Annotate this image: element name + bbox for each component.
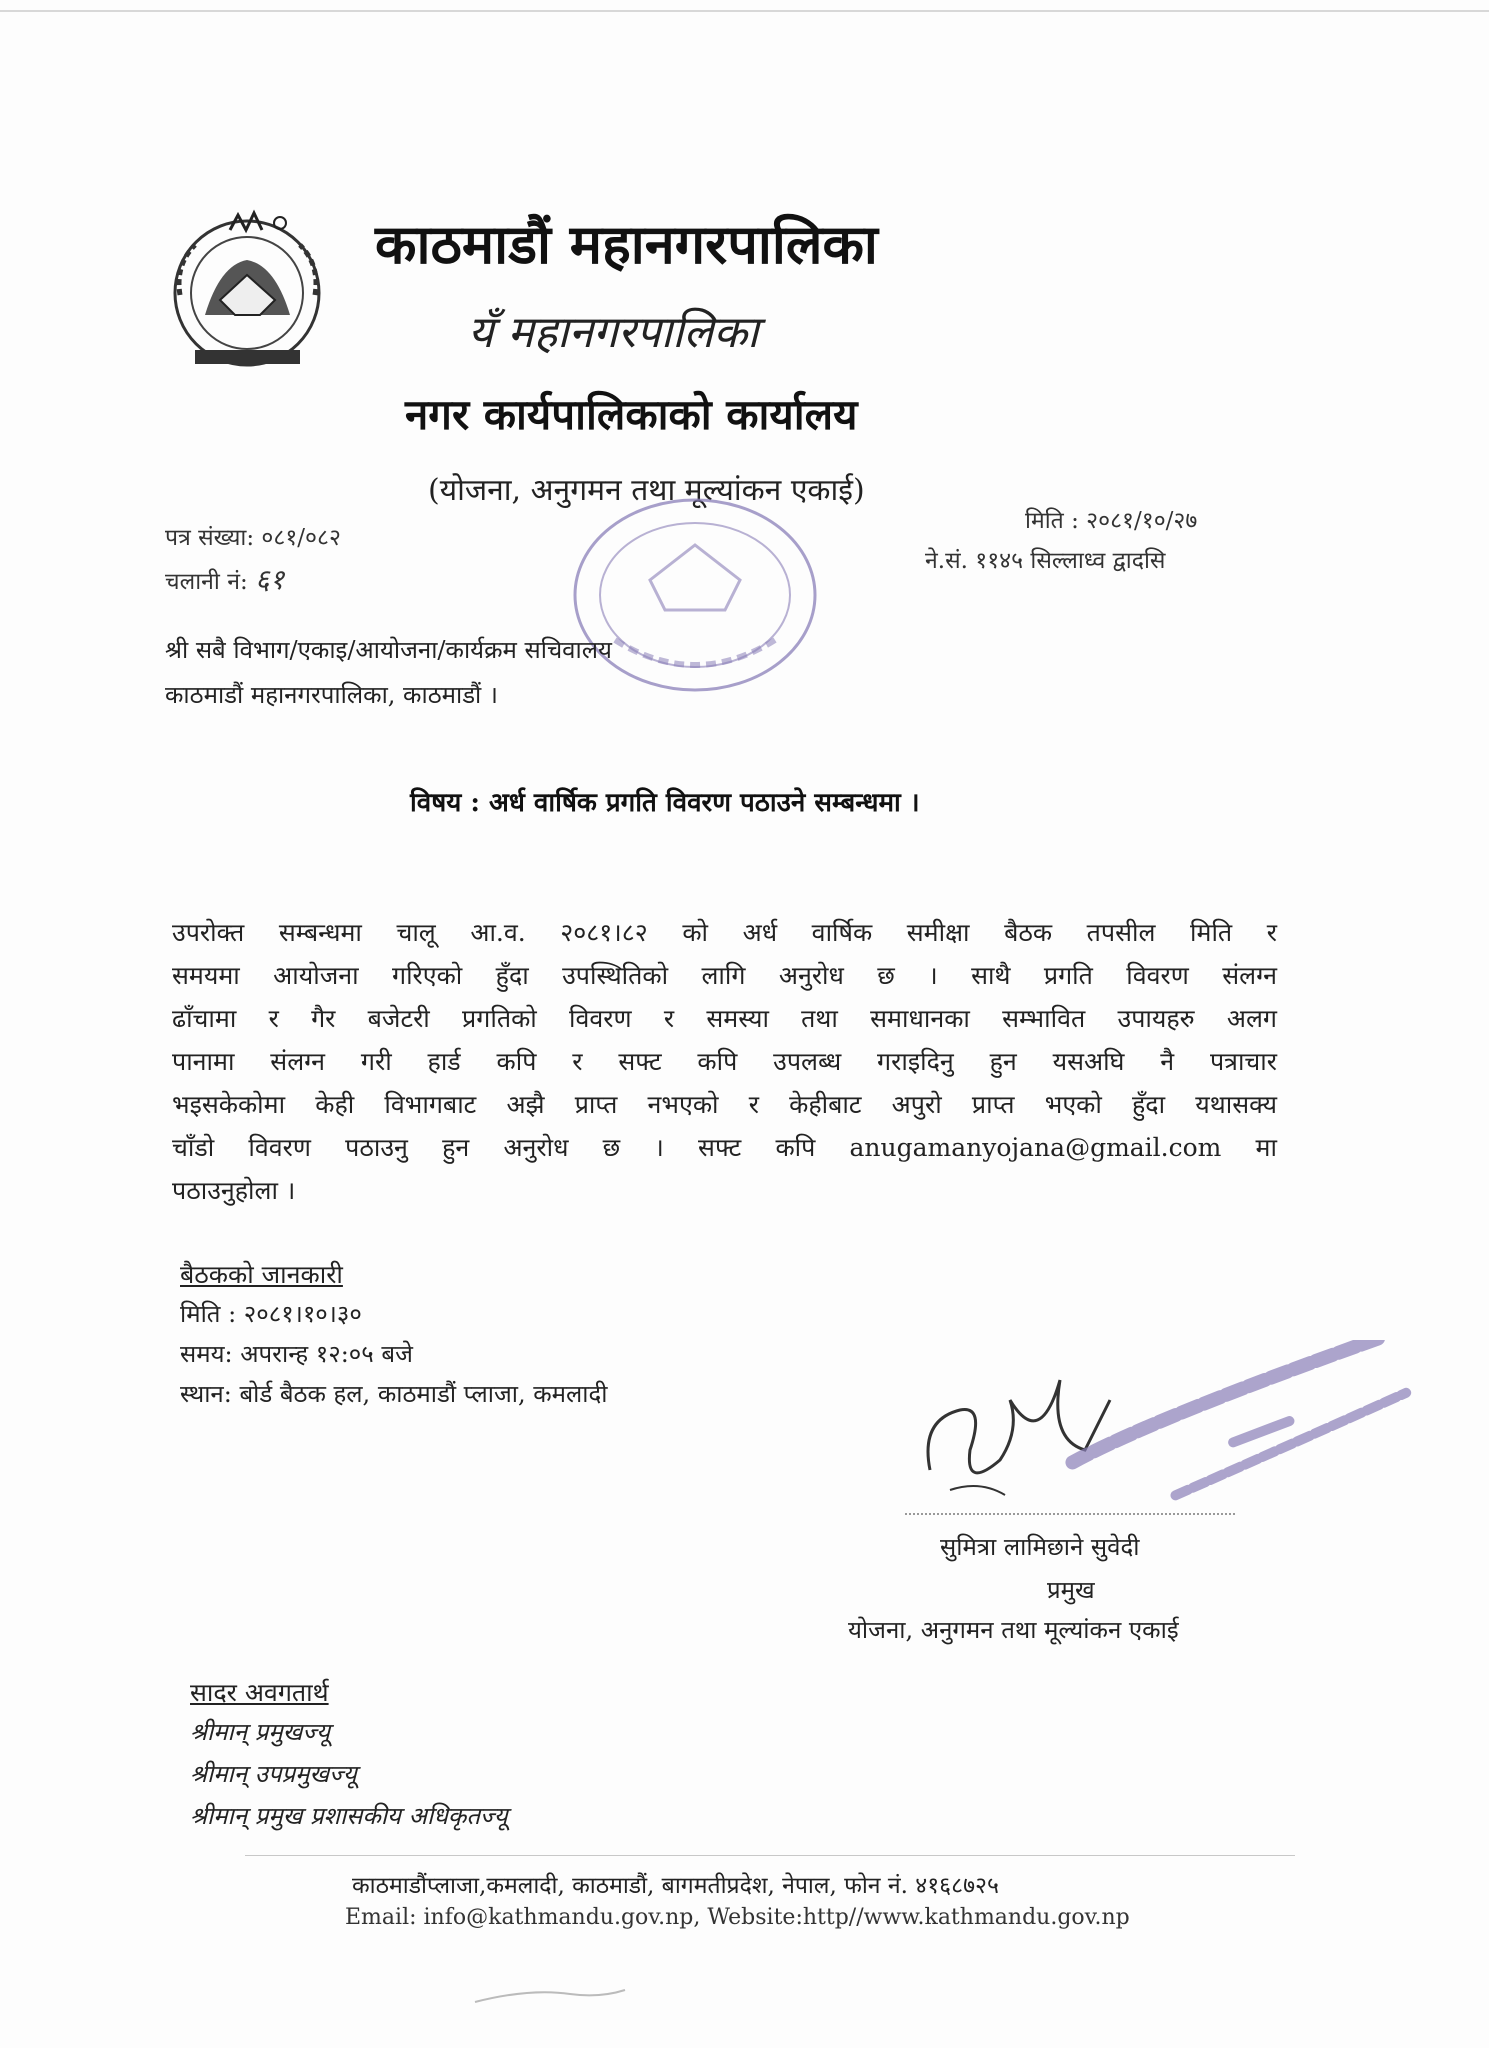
chalani-number	[165, 560, 284, 598]
footer-divider	[245, 1855, 1295, 1856]
signatory-name: सुमित्रा लामिछाने सुवेदी	[940, 1533, 1140, 1561]
letterhead-title: काठमाडौं महानगरपालिका	[375, 213, 878, 276]
body-line: ढाँचामा र गैर बजेटरी प्रगतिको विवरण र समस्या तथा समाधानका सम्भावित उपायहरु अलग	[172, 1004, 1277, 1033]
cc-heading: सादर अवगतार्थ	[190, 1678, 329, 1707]
meeting-time: समय: अपरान्ह १२:०५ बजे	[180, 1340, 413, 1368]
body-line: उपरोक्त सम्बन्धमा चालू आ.व. २०८१।८२ को अर्ध वार्षिक समीक्षा बैठक तपसील मिति र	[172, 918, 1277, 947]
scan-mark	[470, 1980, 630, 2010]
addressee-line-2: काठमाडौं महानगरपालिका, काठमाडौं ।	[165, 681, 498, 709]
addressee-line-1: श्री सबै विभाग/एकाइ/आयोजना/कार्यक्रम सचिवालय	[165, 636, 612, 664]
meeting-info-heading: बैठकको जानकारी	[180, 1260, 343, 1289]
handwritten-signature-and-stamp	[910, 1340, 1420, 1530]
cc-item: श्रीमान् उपप्रमुखज्यू	[190, 1760, 357, 1788]
nepal-sambat-date: ने.सं. ११४५ सिल्लाध्व द्वादसि	[925, 548, 1166, 574]
cc-item: श्रीमान् प्रमुखज्यू	[190, 1718, 331, 1746]
letterhead-unit: (योजना, अनुगमन तथा मूल्यांकन एकाई)	[428, 473, 865, 508]
cc-item: श्रीमान् प्रमुख प्रशासकीय अधिकृतज्यू	[190, 1802, 508, 1830]
office-round-stamp	[555, 490, 830, 710]
signature-dotted-line	[905, 1513, 1235, 1515]
footer-contact: Email: info@kathmandu.gov.np, Website:http//www.kathmandu.gov.np	[345, 1905, 1130, 1930]
letter-subject: विषय : अर्ध वार्षिक प्रगति विवरण पठाउने सम्बन्धमा ।	[410, 788, 920, 818]
footer-address: काठमाडौंप्लाजा,कमलादी, काठमाडौं, बागमतीप्रदेश, नेपाल, फोन नं. ४१६८७२५	[352, 1873, 999, 1899]
municipality-emblem-logo	[160, 205, 335, 370]
meeting-place: स्थान: बोर्ड बैठक हल, काठमाडौं प्लाजा, कमलादी	[180, 1380, 608, 1408]
body-line: पानामा संलग्न गरी हार्ड कपि र सफ्ट कपि उपलब्ध गराइदिनु हुन यसअघि नै पत्राचार	[172, 1047, 1277, 1076]
letterhead-subtitle-stylized: यँ महानगरपालिका	[468, 307, 759, 358]
chalani-label: चलानी नं:	[165, 569, 248, 595]
patra-sankhya: पत्र संख्या: ०८१/०८२	[165, 525, 341, 551]
body-line: भइसकेकोमा केही विभागबाट अझै प्राप्त नभएको र केहीबाट अपुरो प्राप्त भएको हुँदा यथासक्य	[172, 1090, 1277, 1119]
body-line: समयमा आयोजना गरिएको हुँदा उपस्थितिको लागि अनुरोध छ । साथै प्रगति विवरण संलग्न	[172, 961, 1277, 990]
signatory-title: प्रमुख	[1047, 1576, 1095, 1604]
letterhead-office: नगर कार्यपालिकाको कार्यालय	[405, 390, 858, 439]
top-border-line	[0, 10, 1489, 12]
body-line: पठाउनुहोला ।	[172, 1176, 296, 1205]
chalani-value-handwritten: ६१	[255, 563, 285, 596]
signatory-unit: योजना, अनुगमन तथा मूल्यांकन एकाई	[848, 1616, 1179, 1644]
meeting-date: मिति : २०८१।१०।३०	[180, 1300, 362, 1328]
letter-date: मिति : २०८१/१०/२७	[1025, 508, 1198, 534]
body-line: चाँडो विवरण पठाउनु हुन अनुरोध छ । सफ्ट कपि anugamanyojana@gmail.com मा	[172, 1133, 1277, 1162]
